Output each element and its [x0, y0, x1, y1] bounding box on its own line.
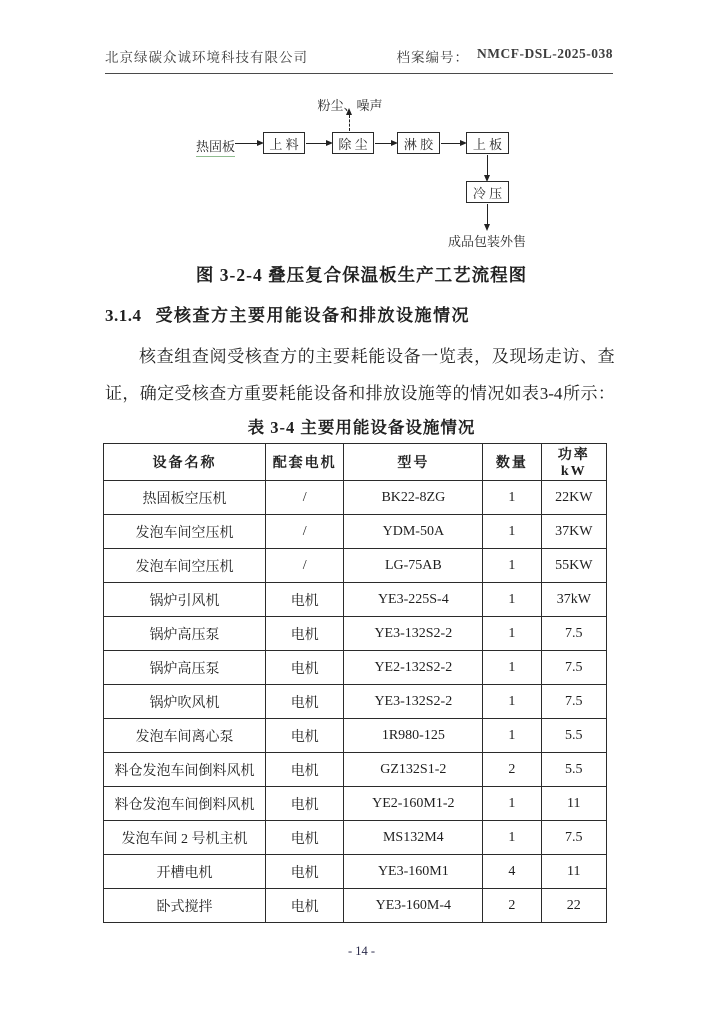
cell-quantity: 2: [483, 889, 541, 923]
cell-model: YE3-132S2-2: [344, 617, 483, 651]
cell-motor: 电机: [265, 787, 343, 821]
col-header-motor: 配套电机: [265, 444, 343, 481]
cell-device-name: 发泡车间空压机: [104, 515, 266, 549]
table-row: [104, 855, 607, 889]
cell-quantity: 1: [483, 617, 541, 651]
cell-quantity: 2: [483, 753, 541, 787]
flow-arrow-icon: [306, 143, 326, 144]
table-row: [104, 583, 607, 617]
cell-quantity: 1: [483, 583, 541, 617]
cell-power: 5.5: [541, 719, 606, 753]
cell-motor: 电机: [265, 685, 343, 719]
cell-power: 11: [541, 787, 606, 821]
section-number: 3.1.4: [105, 306, 142, 325]
cell-model: 1R980-125: [344, 719, 483, 753]
table-row: [104, 719, 607, 753]
cell-motor: 电机: [265, 821, 343, 855]
archive-label: 档案编号：: [396, 50, 469, 65]
table-row: [104, 549, 607, 583]
cell-device-name: 发泡车间离心泵: [104, 719, 266, 753]
cell-model: YE3-160M1: [344, 855, 483, 889]
cell-device-name: 热固板空压机: [104, 481, 266, 515]
table-row: [104, 821, 607, 855]
emission-dashed-arrow-icon: [349, 115, 350, 131]
cell-power: 7.5: [541, 821, 606, 855]
cell-device-name: 锅炉引风机: [104, 583, 266, 617]
archive-number-group: [397, 46, 614, 66]
cell-motor: /: [265, 549, 343, 583]
cell-motor: 电机: [265, 583, 343, 617]
cell-quantity: 1: [483, 821, 541, 855]
process-box-cold-pressing: 冷 压: [466, 181, 509, 203]
cell-quantity: 1: [483, 787, 541, 821]
process-box-dedusting: 除 尘: [332, 132, 374, 154]
cell-power: 22KW: [541, 481, 606, 515]
process-box-gluing: 淋 胶: [397, 132, 440, 154]
flow-arrow-icon: [235, 143, 257, 144]
section-title: 受核查方主要用能设备和排放设施情况: [155, 306, 470, 325]
cell-motor: 电机: [265, 753, 343, 787]
table-row: [104, 617, 607, 651]
equipment-table-body: [104, 481, 607, 923]
cell-quantity: 4: [483, 855, 541, 889]
cell-quantity: 1: [483, 719, 541, 753]
cell-model: YE3-225S-4: [344, 583, 483, 617]
flow-input-label: 热固板: [196, 136, 235, 157]
table-row: [104, 685, 607, 719]
table-row: [104, 481, 607, 515]
col-header-device-name: 设备名称: [104, 444, 266, 481]
cell-quantity: 1: [483, 481, 541, 515]
table-header-row: [104, 444, 607, 481]
cell-power: 37KW: [541, 515, 606, 549]
table-caption: 表 3-4 主要用能设备设施情况: [247, 418, 476, 437]
table-row: [104, 515, 607, 549]
flow-arrow-icon: [441, 143, 460, 144]
cell-quantity: 1: [483, 549, 541, 583]
cell-model: YE2-132S2-2: [344, 651, 483, 685]
cell-quantity: 1: [483, 685, 541, 719]
cell-device-name: 料仓发泡车间倒料风机: [104, 753, 266, 787]
paragraph-line-2: 证 ， 确 定 受 核 查 方 重 要 耗 能 设 备 和 排 放 设 施 等 的 情 况 如 表 3-4 所 示 ：: [105, 384, 615, 403]
col-header-power: 功率 kW: [541, 444, 606, 481]
cell-device-name: 发泡车间空压机: [104, 549, 266, 583]
cell-device-name: 发泡车间 2 号机主机: [104, 821, 266, 855]
page-number: - 14 -: [347, 944, 376, 958]
cell-model: BK22-8ZG: [344, 481, 483, 515]
table-row: [104, 787, 607, 821]
cell-device-name: 锅炉高压泵: [104, 617, 266, 651]
flow-arrow-icon: [375, 143, 391, 144]
cell-power: 7.5: [541, 685, 606, 719]
table-row: [104, 651, 607, 685]
figure-caption: 图 3-2-4 叠压复合保温板生产工艺流程图: [195, 265, 528, 285]
cell-motor: 电机: [265, 889, 343, 923]
archive-number: NMCF-DSL-2025-038: [477, 46, 613, 61]
cell-power: 5.5: [541, 753, 606, 787]
paragraph-line-1: 核 查 组 查 阅 受 核 查 方 的 主 要 耗 能 设 备 一 览 表 ， 及 现 场 走 访 、 查: [139, 347, 615, 366]
process-box-boarding: 上 板: [466, 132, 509, 154]
flow-arrow-down-icon: [487, 155, 488, 175]
company-name: 北京绿碳众诚环境科技有限公司: [105, 50, 308, 65]
cell-motor: 电机: [265, 651, 343, 685]
page-header: [105, 46, 613, 74]
section-heading: [105, 301, 470, 326]
cell-motor: 电机: [265, 719, 343, 753]
cell-motor: 电机: [265, 617, 343, 651]
cell-device-name: 料仓发泡车间倒料风机: [104, 787, 266, 821]
table-row: [104, 889, 607, 923]
cell-motor: 电机: [265, 855, 343, 889]
cell-model: YE2-160M1-2: [344, 787, 483, 821]
cell-motor: /: [265, 515, 343, 549]
cell-device-name: 卧式搅拌: [104, 889, 266, 923]
cell-model: YE3-132S2-2: [344, 685, 483, 719]
table-row: [104, 753, 607, 787]
cell-model: LG-75AB: [344, 549, 483, 583]
cell-device-name: 开槽电机: [104, 855, 266, 889]
cell-quantity: 1: [483, 515, 541, 549]
cell-power: 7.5: [541, 651, 606, 685]
cell-device-name: 锅炉高压泵: [104, 651, 266, 685]
cell-quantity: 1: [483, 651, 541, 685]
body-paragraph: [105, 338, 615, 412]
flow-arrow-down-icon: [487, 204, 488, 224]
cell-power: 55KW: [541, 549, 606, 583]
cell-model: GZ132S1-2: [344, 753, 483, 787]
process-flowchart: [100, 92, 620, 254]
emission-label: 粉尘、噪声: [317, 98, 383, 113]
equipment-table: [103, 443, 607, 923]
cell-power: 37kW: [541, 583, 606, 617]
cell-device-name: 锅炉吹风机: [104, 685, 266, 719]
cell-power: 11: [541, 855, 606, 889]
cell-motor: /: [265, 481, 343, 515]
flow-output-label: 成品包装外售: [447, 234, 526, 249]
col-header-quantity: 数量: [483, 444, 541, 481]
cell-model: YE3-160M-4: [344, 889, 483, 923]
cell-model: MS132M4: [344, 821, 483, 855]
cell-model: YDM-50A: [344, 515, 483, 549]
process-box-feeding: 上 料: [263, 132, 305, 154]
cell-power: 22: [541, 889, 606, 923]
cell-power: 7.5: [541, 617, 606, 651]
col-header-model: 型号: [344, 444, 483, 481]
